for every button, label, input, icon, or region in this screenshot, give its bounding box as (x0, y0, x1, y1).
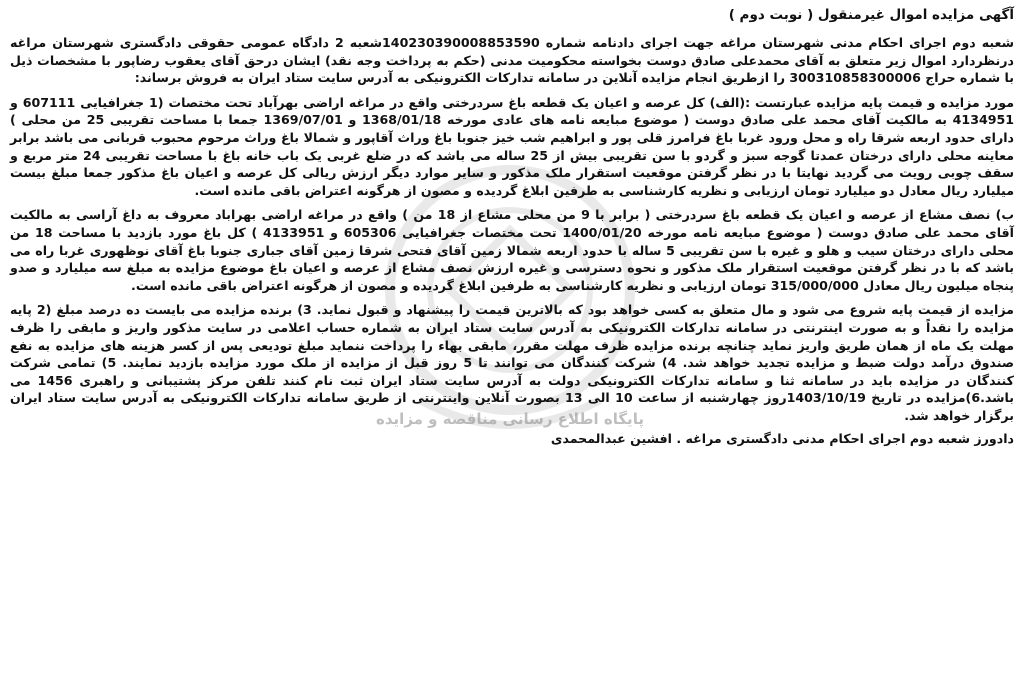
notice-intro: شعبه دوم اجرای احکام مدنی شهرستان مراغه جهت اجرای دادنامه شماره 140230390008853590شعبه 2 دادگاه عمومی حقوقی دادگستری شهرستان مراغه درنظردارد اموال زیر متعلق به آقای محمدعلی صادق دوست بخواسته محکومیت مدنی (حکم به پرداخت وجه نقد) ایشان درحق آقای یعقوب رضاپور با مشخصات ذیل با شماره حراج 300310858300006 را ازطریق انجام مزایده آنلاین در سامانه تدارکات الکترونیکی به آدرس سایت ستاد ایران به فروش برساند: (10, 35, 1014, 86)
auction-item-b: ب) نصف مشاع از عرصه و اعیان یک قطعه باغ سردرختی ( برابر با 9 من محلی مشاع از 18 من ) واقع در مراغه اراضی بهراباد معروف به داغ آراسی به مالکیت آقای محمد علی صادق دوست ( موضوع مبایعه نامه مورخه 1400/01/20 تحت مختصات جغرافیایی 605306 و 4133951 ) کل باغ مورد بازدید با مساحت 18 من محلی دارای درختان سیب و هلو و غیره با سن تقریبی 5 ساله با حدود اربعه شمالا زمین آقای فتحی شرقا زمین آقای جباری جنوبا باغ آقای نوظهوری غربا راه می باشد که با در نظر گرفتن موقعیت استقرار ملک مذکور و نحوه دسترسی و غیره ارزش نصف مشاع از عرصه و اعیان باغ موضوع مزایده به مبلغ سه میلیارد و صدو پنجاه میلیون ریال معادل 315/000/000 تومان ارزیابی و نظریه کارشناسی به طرفین ابلاغ گردیده و مصون از هرگونه اعتراض باقی مانده است. (10, 207, 1015, 293)
watermark-caption: پایگاه اطلاع رسانی مناقصه و مزایده (376, 410, 644, 428)
auction-item-a: مورد مزایده و قیمت پایه مزایده عبارتست :(الف) کل عرصه و اعیان یک قطعه باغ سردرختی واقع در مراغه اراضی بهرآباد تحت مختصات (1 جغرافیایی 607111 و 4134951 به مالکیت آقای محمد علی صادق دوست ( موضوع مبایعه نامه های عادی مورخه 1368/01/18 و 1369/07/01 جمعا با مساحت تقریبی 25 من محلی ) دارای حدود اربعه شرقا راه و محل ورود غربا باغ فرامرز قلی پور و ابراهیم شب خیز جنوبا باغ وراث آقاپور و شمالا باغ وراث مرحوم محبوب قربانی می باشد برابر معاینه محلی دارای درختان عمدتا گوجه سبز و گردو با سن تقریبی بیش از 25 ساله می باشد که در ضلع غربی یک باب خانه باغ با مساحت تقریبی 24 متر مربع و سقف چوبی رویت می گردید نهایتا با در نظر گرفتن موقعیت استقرار ملک مذکور و سایر موارد دیگر ارزش ریالی کل عرصه و اعیان باغ مذکور جمعا مبلغ بیست میلیارد ریال معادل دو میلیارد تومان ارزیابی و نظریه کارشناسی به طرفین ابلاغ گردیده و مصون از هرگونه اعتراض باقی مانده است. (10, 94, 1015, 198)
auction-terms: مزایده از قیمت پایه شروع می شود و مال متعلق به کسی خواهد بود که بالاترین قیمت را پیشنهاد و قبول نماید. 3) برنده مزایده می بایست ده درصد مبلغ (2 پایه مزایده را نقداً و به صورت اینترنتی در سامانه تدارکات الکترونیکی به آدرس سایت ستاد ایران به شماره حساب اعلامی در سایت مذکور واریز و مابقی را ظرف مهلت یک ماه از همان طریق واریز نماید چنانچه برنده مزایده ظرف مهلت مقرر، مابقی بهاء را پرداخت ننماید مبلغ تودیعی پس از کسر هزینه های مزایده به نفع صندوق درآمد دولت ضبط و مزایده تجدید خواهد شد. 4) شرکت کنندگان می توانند تا 5 روز قبل از مزایده از ملک مورد مزایده بازدید نمایند. 5) تمامی شرکت کنندگان در مزایده باید در سامانه ثنا و سامانه تدارکات الکترونیکی دولت به آدرس سایت ستاد ایران ثبت نام کنند تلفن مرکز پشتیبانی و راهبری 1456 می باشد.6)مزایده در تاریخ 1403/10/19روز چهارشنبه از ساعت 10 الی 13 بصورت آنلاین واینترنتی از طریق سامانه تدارکات الکترونیکی به آدرس سایت ستاد ایران برگزار خواهد شد. (10, 302, 1015, 423)
notice-signature: دادورز شعبه دوم اجرای احکام مدنی دادگستری مراغه . افشین عبدالمحمدی (550, 431, 1014, 447)
auction-notice (10, 6, 1014, 448)
notice-title: آگهی مزایده اموال غیرمنقول ( نوبت دوم ) (728, 7, 1014, 23)
